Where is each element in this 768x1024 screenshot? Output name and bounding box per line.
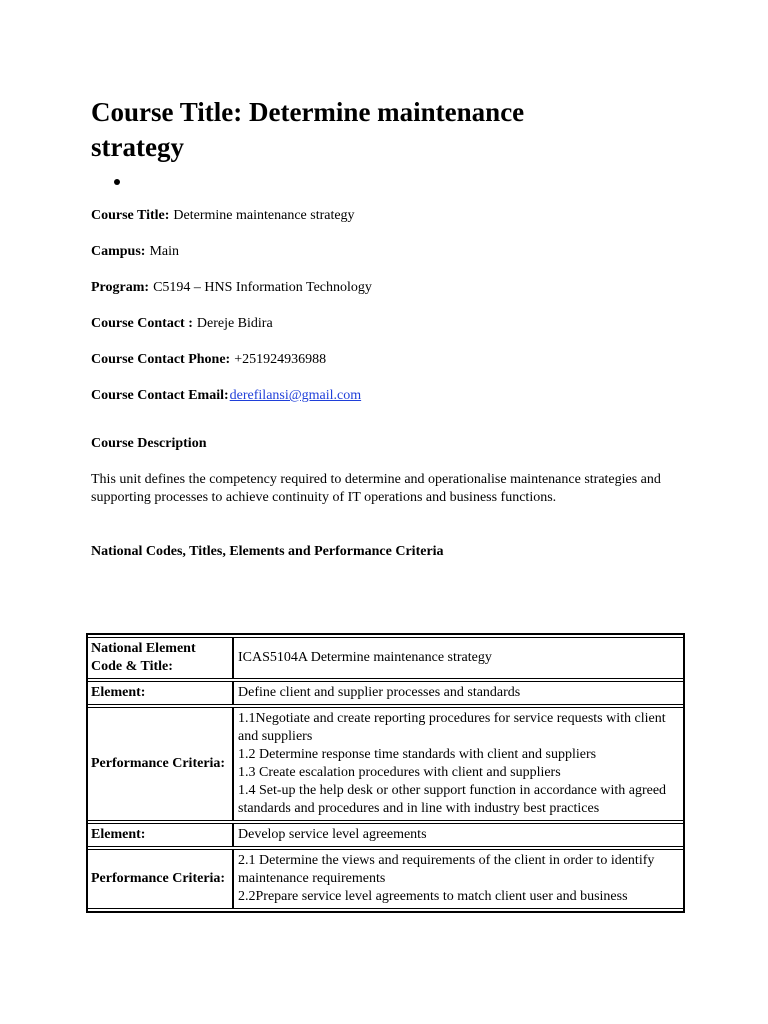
course-contact-label: Course Contact :	[91, 316, 193, 331]
course-description-text: This unit defines the competency required to determine and operationalise maintenance strategies and supporting processes to achieve continuity of IT operations and business functions.	[91, 472, 661, 505]
campus-label: Campus:	[91, 244, 146, 259]
course-contact-field	[91, 315, 691, 333]
campus-value: Main	[149, 244, 180, 259]
document-page	[91, 95, 691, 561]
row-label-cell: Performance Criteria:	[88, 849, 233, 909]
row-value-cell	[233, 681, 683, 705]
performance-criteria-table	[86, 633, 685, 913]
row-label-cell: Element:	[88, 681, 233, 705]
course-info-fields	[91, 207, 691, 405]
program-value: C5194 – HNS Information Technology	[153, 280, 372, 295]
course-description-heading: Course Description	[91, 436, 207, 451]
program-label: Program:	[91, 280, 150, 295]
row-label-cell: Performance Criteria:	[88, 707, 233, 821]
cell-line: 2.2Prepare service level agreements to match client user and business	[238, 889, 628, 904]
table-row	[88, 681, 683, 705]
contact-email-label: Course Contact Email:	[91, 388, 229, 403]
table-row	[88, 849, 683, 909]
course-contact-value: Dereje Bidira	[196, 316, 273, 331]
campus-field	[91, 243, 691, 261]
course-title-value: Determine maintenance strategy	[173, 208, 355, 223]
contact-email-field	[91, 387, 691, 405]
row-value-cell	[233, 823, 683, 847]
cell-line: 1.4 Set-up the help desk or other support function in accordance with agreed standards and procedures and in line with industry best practices	[238, 783, 667, 816]
row-label-cell: National Element Code & Title:	[88, 637, 233, 679]
course-title-label: Course Title:	[91, 208, 170, 223]
cell-line: 1.2 Determine response time standards with client and suppliers	[238, 747, 597, 762]
contact-phone-label: Course Contact Phone:	[91, 352, 231, 367]
row-value-cell	[233, 849, 683, 909]
cell-line: Define client and supplier processes and standards	[238, 685, 521, 700]
cell-line: ICAS5104A Determine maintenance strategy	[238, 650, 492, 665]
course-title-field	[91, 207, 691, 225]
row-value-cell	[233, 707, 683, 821]
empty-bullet-list	[91, 173, 691, 195]
table-row	[88, 823, 683, 847]
contact-phone-field	[91, 351, 691, 369]
row-label-cell: Element:	[88, 823, 233, 847]
table-row	[88, 707, 683, 821]
table-row	[88, 637, 683, 679]
cell-line: 2.1 Determine the views and requirements of the client in order to identify maintenance requirements	[238, 853, 655, 886]
list-item	[91, 173, 691, 195]
national-codes-heading: National Codes, Titles, Elements and Performance Criteria	[91, 544, 444, 559]
cell-line: 1.3 Create escalation procedures with client and suppliers	[238, 765, 561, 780]
row-value-cell	[233, 637, 683, 679]
program-field	[91, 279, 691, 297]
page-title: Course Title: Determine maintenance strategy	[91, 97, 525, 162]
cell-line: 1.1Negotiate and create reporting procedures for service requests with client and suppliers	[238, 711, 666, 744]
contact-email-link[interactable]: derefilansi@gmail.com	[229, 388, 362, 403]
contact-phone-value: +251924936988	[234, 352, 327, 367]
cell-line: Develop service level agreements	[238, 827, 427, 842]
bullet-dot-icon	[114, 179, 120, 185]
